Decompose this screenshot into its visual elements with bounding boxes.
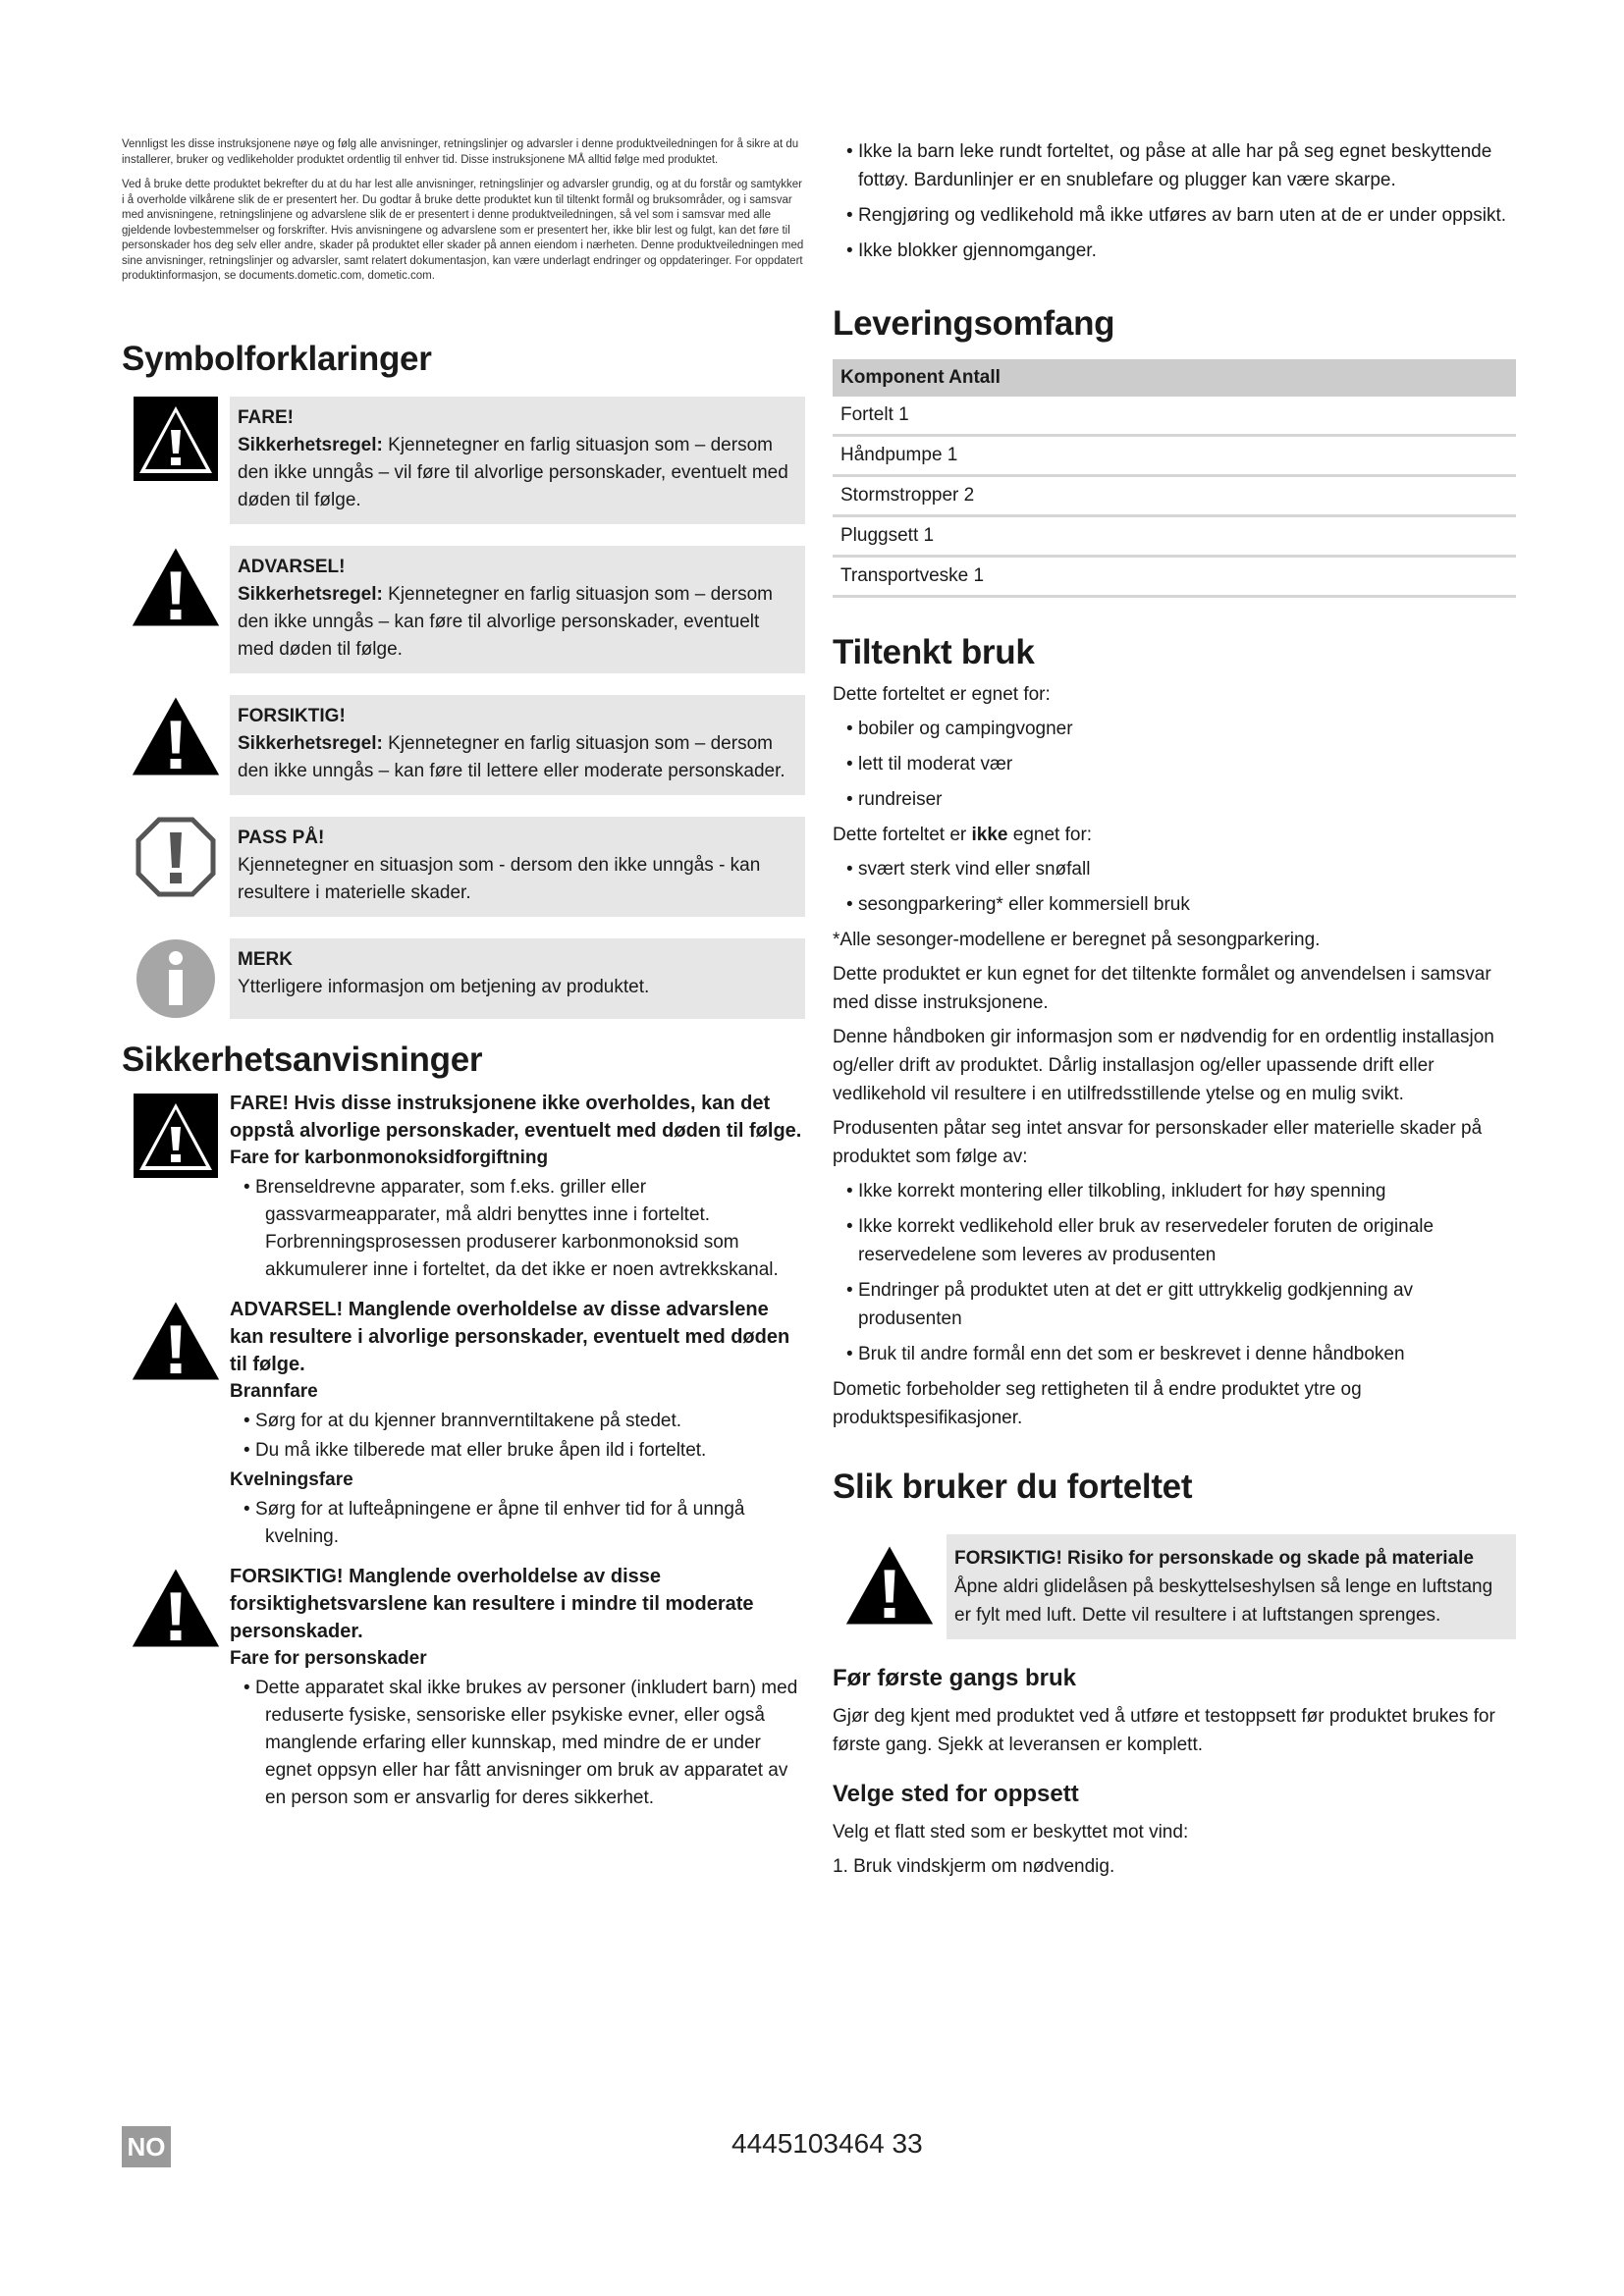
list-item: • Dette apparatet skal ikke brukes av personer (inkludert barn) med reduserte fysiske, sensoriske eller psykiske evner, eller også manglende erfaring eller kunnskap, med mindre de er under egnet oppsyn eller har fått anvisninger om bruk av apparatet av en person som er ansvarlig for deres sikkerhet. bbox=[230, 1675, 805, 1812]
left-column bbox=[122, 137, 805, 1824]
disclaimer-paragraph: Vennligst les disse instruksjonene nøye og følg alle anvisninger, retningslinjer og advarsler i denne produktveiledningen for å sikre at du installerer, bruker og vedlikeholder produktet ordentlig til enhver tid. Disse instruksjonene MÅ alltid følge med produktet. bbox=[122, 138, 799, 166]
symbol-rule: Sikkerhetsregel: bbox=[238, 583, 383, 605]
right-column bbox=[833, 137, 1516, 1887]
safety-caution bbox=[122, 1563, 805, 1814]
list-item: • Sørg for at du kjenner brannverntiltakene på stedet. bbox=[230, 1408, 805, 1435]
table-cell: Stormstropper 2 bbox=[833, 476, 1516, 516]
list-item: • Sørg for at lufteåpningene er åpne til enhver tid for å unngå kvelning. bbox=[230, 1496, 805, 1551]
danger-square-icon bbox=[134, 397, 218, 481]
paragraph: Denne håndboken gir informasjon som er nødvendig for en ordentlig installasjon og/eller drift av produktet. Dårlig installasjon og/eller upassende drift eller vedlikehold vil resultere i en utilfredsstillende ytelse og en mulig svikt. bbox=[833, 1027, 1494, 1104]
usage-caution-text: Åpne aldri glidelåsen på beskyttelseshylsen så lenge en luftstang er fylt med luft. Dette vil resultere i at luftstangen sprenges. bbox=[954, 1576, 1493, 1626]
symbol-text: Kjennetegner en farlig situasjon som – dersom den ikke unngås – vil føre til alvorlige personskader, eventuelt med døden til følge. bbox=[238, 434, 788, 510]
usage-heading: Slik bruker du forteltet bbox=[833, 1468, 1193, 1506]
list-item: • Endringer på produktet uten at det er gitt uttrykkelig godkjenning av produsenten bbox=[833, 1276, 1516, 1333]
table-row bbox=[833, 476, 1516, 516]
safety-danger bbox=[122, 1090, 805, 1286]
usage-caution bbox=[833, 1534, 1516, 1639]
symbols-heading: Symbolforklaringer bbox=[122, 339, 432, 378]
usage-caution-head: FORSIKTIG! Risiko for personskade og skade på materiale bbox=[954, 1548, 1474, 1569]
site-step: 1. Bruk vindskjerm om nødvendig. bbox=[833, 1856, 1115, 1877]
symbol-rule: Sikkerhetsregel: bbox=[238, 434, 383, 455]
paragraph: Dometic forbeholder seg rettigheten til å endre produktet ytre og produktspesifikasjoner. bbox=[833, 1379, 1362, 1428]
list-item: • svært sterk vind eller snøfall bbox=[833, 855, 1516, 883]
disclaimer bbox=[122, 137, 805, 285]
warning-triangle-icon bbox=[131, 1300, 221, 1382]
table-row bbox=[833, 557, 1516, 597]
list-item: • Rengjøring og vedlikehold må ikke utføres av barn uten at de er under oppsikt. bbox=[833, 201, 1516, 230]
first-use-text: Gjør deg kjent med produktet ved å utføre et testoppsett før produktet brukes for første gang. Sjekk at leveransen er komplett. bbox=[833, 1706, 1495, 1755]
warning-triangle-icon bbox=[131, 1567, 221, 1649]
list-item: • sesongparkering* eller kommersiell bruk bbox=[833, 890, 1516, 919]
table-cell: Transportveske 1 bbox=[833, 557, 1516, 597]
symbol-title: PASS PÅ! bbox=[238, 827, 325, 848]
symbol-rule: Sikkerhetsregel: bbox=[238, 732, 383, 754]
warning-triangle-icon bbox=[131, 546, 221, 628]
safety-danger-head: FARE! Hvis disse instruksjonene ikke overholdes, kan det oppstå alvorlige personskader, eventuelt med døden til følge. bbox=[230, 1092, 802, 1142]
symbol-warning bbox=[122, 546, 805, 673]
symbol-danger bbox=[122, 397, 805, 524]
safety-caution-head: FORSIKTIG! Manglende overholdelse av disse forsiktighetsvarslene kan resultere i mindre til moderate personskader. bbox=[230, 1565, 754, 1642]
symbol-caution bbox=[122, 695, 805, 795]
symbol-text: Ytterligere informasjon om betjening av produktet. bbox=[238, 976, 650, 997]
symbol-title: FARE! bbox=[238, 406, 294, 428]
suitable-intro: Dette forteltet er egnet for: bbox=[833, 684, 1051, 705]
page-number: 4445103464 33 bbox=[731, 2128, 923, 2159]
disclaimer-paragraph: Ved å bruke dette produktet bekrefter du at du har lest alle anvisninger, retningslinjer og advarsler grundig, og at du forstår og samtykker i å overholde vilkårene slik de er presentert her. Du godtar å bruke dette produktet kun til tiltenkt formål og bruksområder, og i samsvar med anvisningene, retningslinjene og advarslene slik de er presentert i denne produktveiledningen, så vel som i samsvar med alle gjeldende lovbestemmelser og forskrifter. Hvis anvisningene og advarslene som er presentert her, ikke blir lest og fulgt, kan det føre til personskader hos deg selv eller andre, skader på produktet eller skader på annen eiendom i nærheten. Denne produktveiledningen med sine anvisninger, retningslinjer og advarsler, samt relatert dokumentasjon, kan være underlagt endringer og oppdateringer. For oppdatert produktinformasjon, se documents.dometic.com, dometic.com. bbox=[122, 179, 804, 282]
table-cell: Pluggsett 1 bbox=[833, 516, 1516, 557]
symbol-text: Kjennetegner en situasjon som - dersom den ikke unngås - kan resultere i materielle skader. bbox=[238, 854, 761, 903]
table-cell: Håndpumpe 1 bbox=[833, 436, 1516, 476]
table-row bbox=[833, 516, 1516, 557]
symbol-note bbox=[122, 938, 805, 1019]
site-heading: Velge sted for oppsett bbox=[833, 1781, 1079, 1807]
symbol-text: Kjennetegner en farlig situasjon som – dersom den ikke unngås – kan føre til alvorlige personskader, eventuelt med døden til følge. bbox=[238, 583, 773, 660]
list-item: • lett til moderat vær bbox=[833, 750, 1516, 778]
warning-triangle-icon bbox=[131, 695, 221, 777]
symbol-title: MERK bbox=[238, 948, 293, 970]
list-item: • rundreiser bbox=[833, 785, 1516, 814]
symbol-title: ADVARSEL! bbox=[238, 556, 346, 577]
list-item: • Bruk til andre formål enn det som er beskrevet i denne håndboken bbox=[833, 1340, 1516, 1368]
delivery-heading: Leveringsomfang bbox=[833, 304, 1115, 343]
list-item: • Ikke la barn leke rundt forteltet, og påse at alle har på seg egnet beskyttende fottøy. Bardunlinjer er en snublefare og plugger kan være skarpe. bbox=[833, 137, 1516, 194]
safety-injury-subheading: Fare for personskader bbox=[230, 1647, 427, 1669]
notice-octagon-icon bbox=[135, 817, 216, 897]
list-item: • Ikke blokker gjennomganger. bbox=[833, 237, 1516, 265]
footnote: *Alle sesonger-modellene er beregnet på sesongparkering. bbox=[833, 930, 1321, 950]
list-item: • Du må ikke tilberede mat eller bruke åpen ild i forteltet. bbox=[230, 1437, 805, 1465]
symbol-text: Kjennetegner en farlig situasjon som – dersom den ikke unngås – kan føre til lettere eller moderate personskader. bbox=[238, 732, 785, 781]
safety-fire-subheading: Brannfare bbox=[230, 1380, 318, 1402]
table-header: Komponent Antall bbox=[833, 359, 1516, 397]
table-row bbox=[833, 397, 1516, 436]
not-suitable-intro: Dette forteltet er ikke egnet for: bbox=[833, 825, 1093, 845]
delivery-table bbox=[833, 359, 1516, 598]
info-circle-icon bbox=[135, 938, 216, 1019]
paragraph: Dette produktet er kun egnet for det tiltenkte formålet og anvendelsen i samsvar med disse instruksjonene. bbox=[833, 964, 1491, 1013]
symbol-title: FORSIKTIG! bbox=[238, 705, 346, 726]
intended-use-heading: Tiltenkt bruk bbox=[833, 633, 1035, 671]
language-badge: NO bbox=[122, 2126, 171, 2167]
safety-warning-head: ADVARSEL! Manglende overholdelse av disse advarslene kan resultere i alvorlige personskader, eventuelt med døden til følge. bbox=[230, 1298, 790, 1375]
safety-heading: Sikkerhetsanvisninger bbox=[122, 1040, 483, 1079]
list-item: • Ikke korrekt montering eller tilkobling, inkludert for høy spenning bbox=[833, 1177, 1516, 1205]
danger-square-icon bbox=[134, 1094, 218, 1178]
safety-warning bbox=[122, 1296, 805, 1553]
table-cell: Fortelt 1 bbox=[833, 397, 1516, 436]
warning-triangle-icon bbox=[844, 1544, 935, 1627]
safety-suffocation-subheading: Kvelningsfare bbox=[230, 1468, 353, 1490]
first-use-heading: Før første gangs bruk bbox=[833, 1665, 1077, 1691]
symbol-notice bbox=[122, 817, 805, 917]
safety-danger-subheading: Fare for karbonmonoksidforgiftning bbox=[230, 1147, 549, 1168]
site-text: Velg et flatt sted som er beskyttet mot vind: bbox=[833, 1822, 1189, 1842]
list-item: • bobiler og campingvogner bbox=[833, 715, 1516, 743]
table-row bbox=[833, 436, 1516, 476]
list-item: • Brenseldrevne apparater, som f.eks. griller eller gassvarmeapparater, må aldri benyttes inne i forteltet. Forbrenningsprosessen produserer karbonmonoksid som akkumulerer inne i forteltet, da det ikke er noen avtrekkskanal. bbox=[230, 1174, 805, 1284]
list-item: • Ikke korrekt vedlikehold eller bruk av reservedeler foruten de originale reservedelene som leveres av produsenten bbox=[833, 1212, 1516, 1269]
paragraph: Produsenten påtar seg intet ansvar for personskader eller materielle skader på produktet som følge av: bbox=[833, 1118, 1483, 1167]
